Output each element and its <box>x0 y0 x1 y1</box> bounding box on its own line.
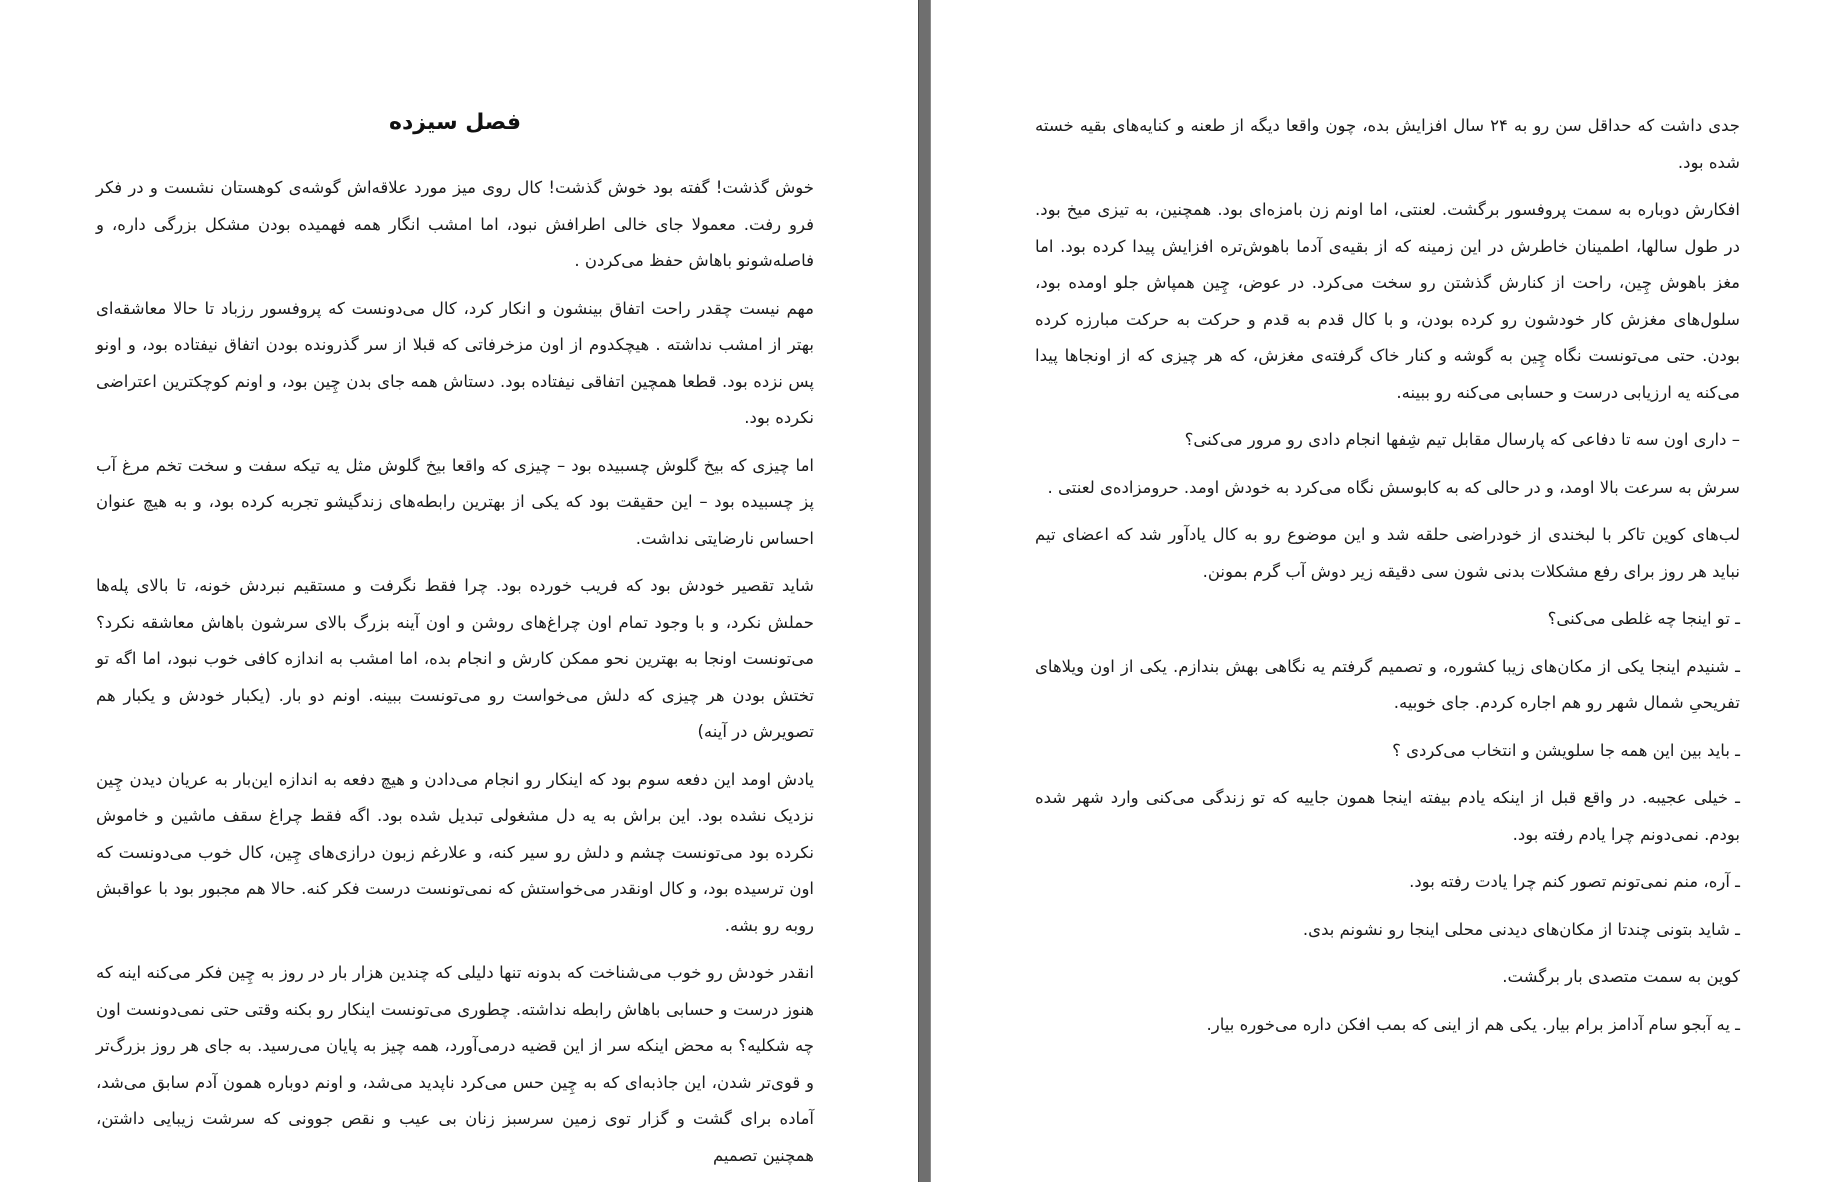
dialogue-line: ـ خیلی عجیبه. در واقع قبل از اینکه یادم بیفته اینجا همون جاییه که تو زندگی می‌کنی وارد شهر شده بودم. نمی‌دونم چرا یادم رفته بود. <box>1035 788 1740 844</box>
paragraph: سرش به سرعت بالا اومد، و در حالی که به کابوسش نگاه می‌کرد به خودش اومد. حرومزاده‌ی لعنتی . <box>1047 477 1740 497</box>
dialogue-line: – داری اون سه تا دفاعی که پارسال مقابل تیم شِفها انجام دادی رو مرور می‌کنی؟ <box>1184 430 1740 449</box>
paragraph: اما چیزی که بیخ گلوش چسبیده بود – چیزی که واقعا بیخ گلوش مثل یه تیکه سفت و سخت تخم مرغ آب پز چسبیده بود – این حقیقت بود که یکی از بهترین رابطه‌های زندگیشو تجربه کرده بود، و به هیچ عنوان احساس نارضایتی نداشت. <box>96 455 814 548</box>
paragraph: یادش اومد این دفعه سوم بود که اینکار رو انجام می‌دادن و هیچ دفعه به اندازه این‌بار به عریان دیدن چِین نزدیک نشده بود. این براش به یه دل مشغولی تبدیل شده بود. اگه فقط چراغ سقف ماشین و خاموش نکرده بود می‌تونست چشم و دلش رو سیر کنه، و علارغم زبون درازی‌های چِین، کال خوب می‌دونست که اون ترسیده بود، و کال اونقدر می‌خواستش که نمی‌تونست درست فکر کنه. حالا هم مجبور بود با عواقبش روبه رو بشه. <box>96 769 814 935</box>
paragraph: شاید تقصیر خودش بود که فریب خورده بود. چرا فقط نگرفت و مستقیم نبردش خونه، تا بالای پله‌ها حملش نکرد، و با وجود تمام اون چراغ‌های روشن و اون آینه بزرگ بالای سرشون باهاش معاشقه نکرد؟ می‌تونست اونجا به بهترین نحو ممکن کارش و انجام بده، اما امشب به اندازه کافی خوب نبود، اما اگه تو تختش بودن هر چیزی که دلش می‌خواست رو می‌تونست ببینه. اونم دو بار. (یکبار خودش و یکبار هم تصویرش در آینه) <box>96 576 814 741</box>
dialogue-line: ـ شاید بتونی چندتا از مکان‌های دیدنی محلی اینجا رو نشونم بدی. <box>1302 919 1740 939</box>
dialogue-line: ـ آره، منم نمی‌تونم تصور کنم چرا یادت رفته بود. <box>1409 872 1740 891</box>
paragraph: جدی داشت که حداقل سن رو به ۲۴ سال افزایش بده، چون واقعا دیگه از طعنه و کنایه‌های بقیه خسته شده بود. <box>1035 116 1740 172</box>
paragraph: لب‌های کوین تاکر با لبخندی از خودراضی حلقه شد و این موضوع رو به کال یادآور شد که اعضای تیم نباید هر روز برای رفع مشکلات بدنی شون سی دقیقه زیر دوش آب گرم بمونن. <box>1035 525 1740 581</box>
page-divider <box>918 0 931 1182</box>
paragraph: افکارش دوباره به سمت پروفسور برگشت. لعنتی، اما اونم زن بامزه‌ای بود. همچنین، به تیزی میخ بود. در طول سالها، اطمینان خاطرش در این زمینه که از بقیه‌ی آدما باهوش‌تره افزایش پیدا کرده بود. اما مغز باهوش چِین، راحت از کنارش گذشتن رو سخت می‌کرد. در عوض، چِین همپاش جلو اومده بود، سلول‌های مغزش کار خودشون رو کرده بودن، و با کال قدم به قدم و حرکت به حرکت مبارزه کرده بودن. حتی می‌تونست نگاه چِین به گوشه و کنار خاک گرفته‌ی مغزش، که هر چیزی که از اونجاها پیدا می‌کنه یه ارزیابی درست و حسابی می‌کنه رو ببینه. <box>1035 200 1740 402</box>
dialogue-line: ـ یه آبجو سام آدامز برام بیار. یکی هم از اینی که بمب افکن داره می‌خوره بیار. <box>1206 1014 1740 1034</box>
chapter-title: فصل سیزده <box>389 110 521 135</box>
dialogue-line: ـ شنیدم اینجا یکی از مکان‌های زیبا کشوره، و تصمیم گرفتم یه نگاهی بهش بندازم. یکی از اون ویلاهای تفریحیِ شمال شهر رو هم اجاره کردم. جای خوبیه. <box>1035 656 1740 712</box>
paragraph: انقدر خودش رو خوب می‌شناخت که بدونه تنها دلیلی که چندین هزار بار در روز به چِین فکر می‌کنه اینه که هنوز درست و حسابی باهاش رابطه نداشته. چطوری می‌تونست اینکار رو بکنه وقتی حتی نمی‌دونست اون چه شکلیه؟ به محض اینکه سر از این قضیه درمی‌آورد، همه چیز به پایان می‌رسید. به جای هر روز بزرگ‌تر و قوی‌تر شدن، این جاذبه‌ای که به چِین حس می‌کرد ناپدید می‌شد، و اونم دوباره همون آدم سابق می‌شد، آماده برای گشت و گزار توی زمین سرسبز زنان بی عیب و نقص جوونی که سرشت زیبایی داشتن، همچنین تصمیم <box>96 963 814 1165</box>
dialogue-line: ـ باید بین این همه جا سلویشن و انتخاب می‌کردی ؟ <box>1392 740 1740 760</box>
paragraph: خوش گذشت! گفته بود خوش گذشت! کال روی میز مورد علاقه‌اش گوشه‌ی کوهستان نشست و در فکر فرو رفت. معمولا جای خالی اطرافش نبود، اما امشب انگار همه فهمیده بودن مشکل بزرگی داره، و فاصله‌شونو باهاش حفظ می‌کردن . <box>96 178 814 270</box>
right-page <box>931 0 1836 1182</box>
paragraph: مهم نیست چقدر راحت اتفاق بینشون و انکار کرد، کال می‌دونست که پروفسور رزباد تا حالا معاشقه‌ای بهتر از امشب نداشته . هیچکدوم از اون مزخرفاتی که قبلا از سر گذرونده بودن اتفاق نیفتاده بود، و اونو پس نزده بود. قطعا همچین اتفاقی نیفتاده بود. دستاش همه جای بدن چِین بود، و اونم کوچکترین اعتراضی نکرده بود. <box>96 298 814 427</box>
dialogue-line: ـ تو اینجا چه غلطی می‌کنی؟ <box>1547 609 1740 628</box>
paragraph: کوین به سمت متصدی بار برگشت. <box>1502 967 1740 986</box>
